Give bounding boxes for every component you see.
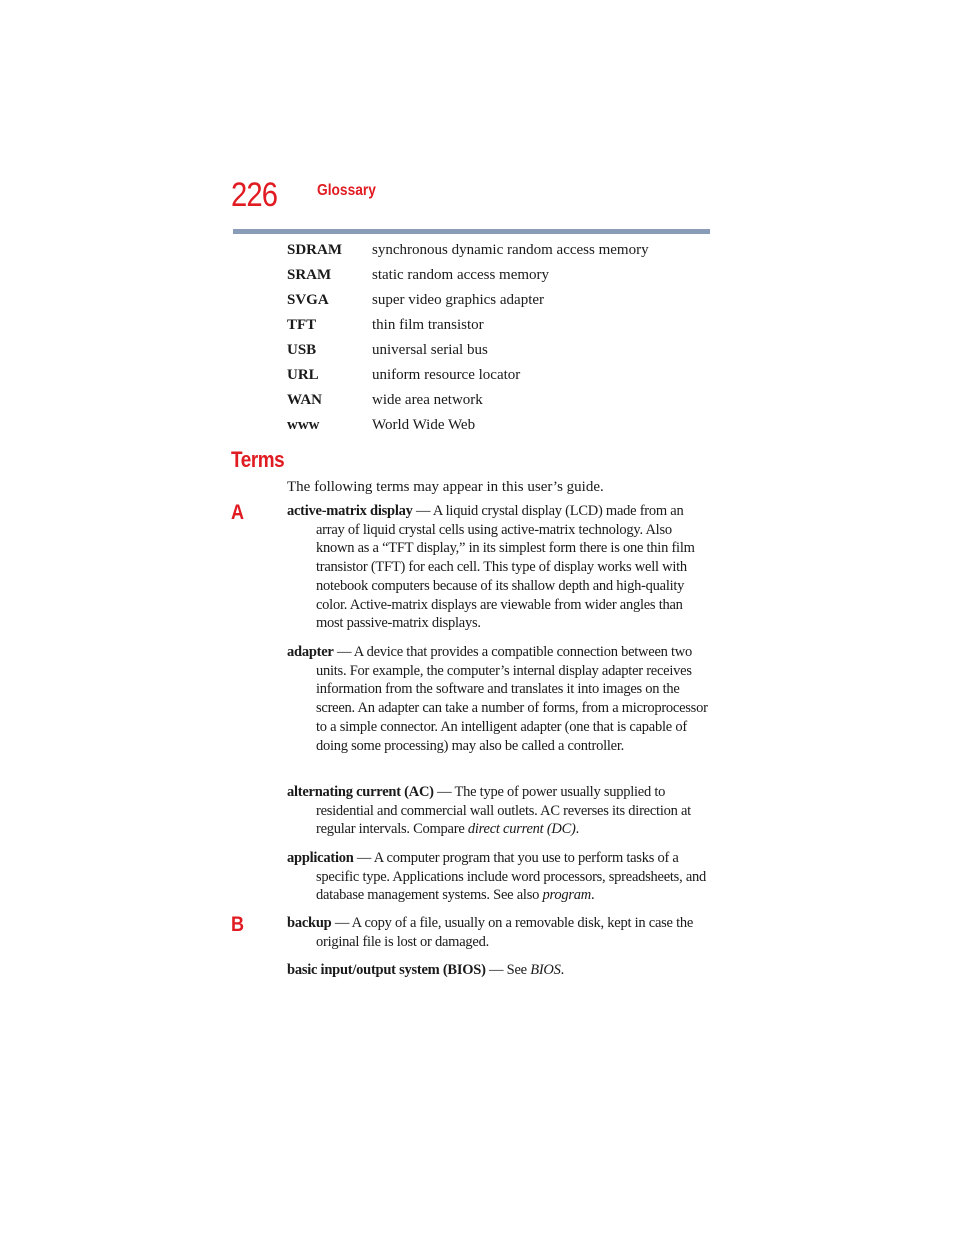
terms-intro: The following terms may appear in this user’s guide. <box>287 479 604 495</box>
entry-definition: — The type of power usually supplied to residential and commercial wall outlets. AC reverses its direction at regular intervals. Compare <box>316 784 691 838</box>
entry-term: application <box>287 850 354 866</box>
entry-term: adapter <box>287 644 334 660</box>
entry-cross-reference: BIOS <box>530 962 561 978</box>
entry-definition: — A liquid crystal display (LCD) made from an array of liquid crystal cells using active-matrix technology. Also known as a “TFT display,” in its simplest form there is one thin film transistor (TFT) for each cell. This type of display works well with notebook computers because of its shallow depth and high-quality color. Active-matrix displays are viewable from wider angles than most passive-matrix displays. <box>316 503 695 632</box>
abbreviation-definition: super video graphics adapter <box>372 292 545 308</box>
glossary-entry <box>287 961 709 980</box>
abbreviation-row <box>287 390 707 415</box>
abbreviation-row <box>287 265 707 290</box>
abbreviation-term: WAN <box>287 392 323 408</box>
abbreviation-row <box>287 315 707 340</box>
abbreviation-term: SRAM <box>287 267 332 283</box>
entry-term: alternating current (AC) <box>287 784 434 800</box>
abbreviation-term: USB <box>287 342 317 358</box>
glossary-entry <box>287 914 709 951</box>
abbreviation-definition: uniform resource locator <box>372 367 521 383</box>
letter-marker-b: B <box>231 913 245 936</box>
entry-term: backup <box>287 915 332 931</box>
entry-term: active-matrix display <box>287 503 413 519</box>
abbreviation-term: TFT <box>287 317 317 333</box>
entry-end: . <box>560 962 565 978</box>
abbreviation-definition: World Wide Web <box>372 417 476 433</box>
abbreviation-term: URL <box>287 367 319 383</box>
abbreviation-term: SVGA <box>287 292 329 308</box>
abbreviation-row <box>287 365 707 390</box>
entry-term: basic input/output system (BIOS) <box>287 962 486 978</box>
abbreviation-term: SDRAM <box>287 242 342 258</box>
abbreviation-term: www <box>287 417 320 433</box>
abbreviation-definition: thin film transistor <box>372 317 484 333</box>
entry-definition: — See <box>485 962 531 978</box>
entry-cross-reference: direct current (DC) <box>467 821 576 838</box>
entry-definition: — A computer program that you use to perform tasks of a specific type. Applications include word processors, spreadsheets, and database management systems. See also <box>316 850 707 904</box>
abbreviation-definition: universal serial bus <box>372 342 488 358</box>
abbreviation-row <box>287 415 707 440</box>
abbreviation-row <box>287 340 707 365</box>
entry-end: . <box>575 821 579 838</box>
abbreviation-list <box>287 240 707 440</box>
terms-heading: Terms <box>231 447 285 472</box>
page-number: 226 <box>231 176 278 214</box>
abbreviation-definition: static random access memory <box>372 267 550 283</box>
glossary-entry <box>287 643 709 755</box>
entry-end: . <box>590 887 595 904</box>
abbreviation-row <box>287 240 707 265</box>
glossary-entry <box>287 502 709 633</box>
abbreviation-definition: synchronous dynamic random access memory <box>372 242 649 258</box>
letter-marker-a: A <box>231 501 245 524</box>
glossary-entry <box>287 849 709 905</box>
header-rule <box>233 229 710 234</box>
entry-definition: — A copy of a file, usually on a removable disk, kept in case the original file is lost or damaged. <box>316 915 694 950</box>
glossary-entry <box>287 783 709 839</box>
entry-cross-reference: program <box>542 887 591 904</box>
abbreviation-row <box>287 290 707 315</box>
abbreviation-definition: wide area network <box>372 392 483 408</box>
section-title: Glossary <box>317 182 376 199</box>
entry-definition: — A device that provides a compatible connection between two units. For example, the computer’s internal display adapter receives information from the software and translates it into images on the screen. An adapter can take a number of forms, from a microprocessor to a simple connector. An intelligent adapter (one that is capable of doing some processing) may also be called a controller. <box>316 644 708 754</box>
